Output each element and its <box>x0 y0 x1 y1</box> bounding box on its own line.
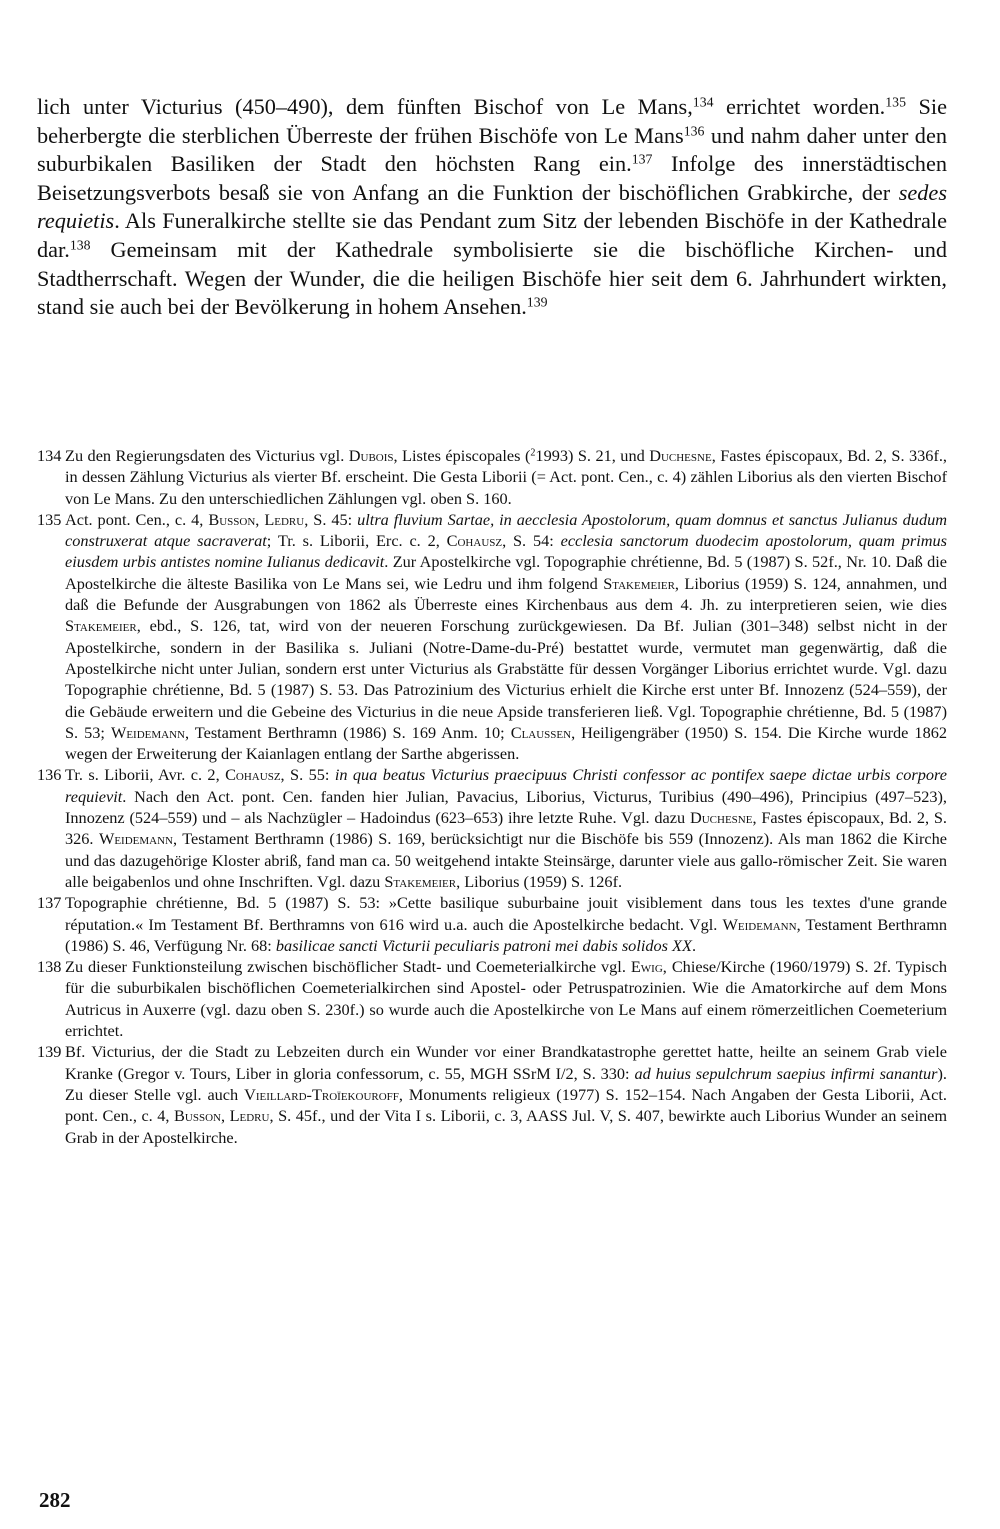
text-run: , Fastes épiscopaux, Bd. 2, S. 326. <box>65 808 947 849</box>
footnote-ref: 138 <box>69 237 91 253</box>
text-run: , Liborius (1959) S. 124, annahmen, und daß die Befunde der Ausgrabungen von 1862 als Überreste eines Kirchenbaus aus dem 4. Jh. zu interpretieren seien, wie dies <box>65 573 947 615</box>
text-run: Act. pont. Cen., c. 4, <box>65 509 209 529</box>
page-number: 282 <box>39 1488 71 1512</box>
footnote-number: 138 <box>37 957 62 977</box>
footnotes-section <box>37 445 947 1148</box>
main-paragraph <box>37 93 947 322</box>
text-run: , S. 45: <box>304 509 358 529</box>
author-name: Busson <box>174 1106 221 1126</box>
text-run: ). Zu dieser Stelle vgl. auch <box>65 1063 947 1104</box>
text-run: und nahm daher unter den suburbikalen Basiliken der Stadt den höchsten Rang ein. <box>37 122 947 177</box>
text-run: . Als Funeralkirche stellte sie das Pendant zum Sitz der lebenden Bischöfe in der Kathedrale dar. <box>37 208 947 262</box>
footnote-number: 134 <box>37 446 62 465</box>
text-run: , ebd., S. 126, tat, wird von der neueren Forschung zurückgewiesen. Da Bf. Julian (301–348) selbst nicht in der Apostelkirche, sondern in der Basilika s. Juliani (Notre-Dame-du-Pré) bestattet wurde, vermutet man gegenwärtig, daß die Apostelkirche nicht unter Julian, sondern erst unter Victurius als Grabstätte für dessen Vorgänger Liborius errichtet wurde. Vgl. dazu Topographie chrétienne, Bd. 5 (1987) S. 53. Das Patrozinium des Victurius erhielt die Kirche erst unter Bf. Innozenz (524–559), der die Gebäude erweitern und die Gebeine des Victurius in die neue Apside transferieren ließ. Vgl. Topographie chrétienne, Bd. 5 (1987) S. 53; <box>65 616 947 742</box>
author-name: Duchesne <box>689 808 753 828</box>
text-run: , <box>255 509 265 529</box>
author-name: Ewig <box>630 957 663 977</box>
text-run: , Listes épiscopales ( <box>393 446 531 465</box>
text-run: , Testament Berthramn (1986) S. 169 Anm. 10; <box>185 722 511 742</box>
author-name: Claussen <box>510 722 572 742</box>
author-name: Stakemeier <box>603 573 675 593</box>
text-run: Topographie chrétienne, Bd. 5 (1987) S. 53: »Cette basilique suburbaine jouit visiblement dans tous les textes d'une grande réputation.« Im Testament Bf. Berthramns von 616 wird u.a. auch die Apostelkirche bedacht. Vgl. <box>65 893 947 934</box>
text-run: , Liborius (1959) S. 126f. <box>456 871 623 891</box>
text-run: Sie beherbergte die sterblichen Überreste der frühen Bischöfe von Le Mans <box>37 94 947 148</box>
footnote-number: 135 <box>37 509 62 529</box>
text-run: Gemeinsam mit der Kathedrale symbolisierte sie die bischöfliche Kirchen- und Stadtherrschaft. Wegen der Wunder, die die heiligen Bischöfe hier seit dem 6. Jahrhundert wirkten, stand sie auch bei der Bevölkerung in hohem Ansehen. <box>37 236 947 320</box>
text-run: . Zur Apostelkirche vgl. Topographie chrétienne, Bd. 5 (1987) S. 52f., Nr. 10. Daß die Apostelkirche die älteste Basilika von Le Mans sei, wie Ledru und ihm folgend <box>65 552 947 593</box>
footnote-ref: 134 <box>692 94 714 110</box>
italic-text: ad huius sepulchrum saepius infirmi sanantur <box>634 1063 938 1083</box>
author-name: Dubois <box>348 446 394 465</box>
text-run: , S. 54: <box>502 531 561 551</box>
footnote-ref: 135 <box>885 94 906 110</box>
text-run: 1993) S. 21, und <box>535 446 650 465</box>
text-run: , S. 45f., und der Vita I s. Liborii, c. 3, AASS Jul. V, S. 407, bewirkte auch Liborius Wunder an seinem Grab in der Apostelkirche. <box>65 1106 947 1147</box>
author-name: Vieillard-Troïekouroff <box>244 1084 399 1104</box>
footnote <box>37 956 947 1041</box>
footnote-ref: 139 <box>526 294 548 310</box>
italic-text: ultra fluvium Sartae, in aecclesia Apostolorum, quam domnus et sanctus Julianus dudum construxerat atque sacraverat <box>65 509 947 551</box>
footnote <box>37 764 947 892</box>
author-name: Cohausz <box>446 531 503 551</box>
text-run: , Monuments religieux (1977) S. 152–154. Nach Angaben der Gesta Liborii, Act. pont. Cen., c. 4, <box>65 1084 947 1126</box>
author-name: Busson <box>208 509 256 529</box>
footnote-number: 137 <box>37 893 62 913</box>
text-run: Tr. s. Liborii, Avr. c. 2, <box>65 765 226 785</box>
text-run: , Chiese/Kirche (1960/1979) S. 2f. Typisch für die suburbikalen bischöflichen Coemeterialkirchen sind Apostel- oder Petruspatrozinien. Wie die Amatorkirche auf dem Mons Autricus in Auxerre (vgl. dazu oben S. 230f.) so wurde auch die Apostelkirche von Le Mans auf einem römerzeitlichen Coemeterium errichtet. <box>65 957 948 1041</box>
text-run: ; Tr. s. Liborii, Erc. c. 2, <box>266 531 447 551</box>
italic-text: sedes requietis <box>37 179 947 234</box>
italic-text: ecclesia sanctorum duodecim apostolorum, quam primus eiusdem urbis antistes nomine Iulianus dedicavit <box>65 531 948 572</box>
author-name: Ledru <box>229 1106 270 1126</box>
author-name: Ledru <box>264 509 305 529</box>
text-run: , Fastes épiscopaux, Bd. 2, S. 336f., in dessen Zählung Victurius als vierter Bf. erscheint. Die Gesta Liborii (= Act. pont. Cen., c. 4) zählen Liborius als den vierten Bischof von Le Mans. Zu den unterschiedlichen Zählungen vgl. oben S. 160. <box>65 446 948 508</box>
footnote <box>37 509 947 765</box>
text-run: , S. 55: <box>280 765 335 785</box>
footnote-number: 136 <box>37 765 62 785</box>
italic-text: basilicae sancti Victurii peculiaris patroni mei dabis solidos XX <box>275 935 692 955</box>
text-run: . <box>691 935 697 955</box>
text-run: Zu den Regierungsdaten des Victurius vgl. <box>65 446 349 465</box>
footnote-ref: 137 <box>631 151 653 167</box>
author-name: Weidemann <box>110 722 185 742</box>
text-run: lich unter Victurius (450–490), dem fünften Bischof von Le Mans, <box>37 94 693 119</box>
author-name: Stakemeier <box>384 871 457 891</box>
author-name: Stakemeier <box>65 616 137 636</box>
text-run: , Testament Berthramn (1986) S. 169, berücksichtigt nur die Bischöfe bis 559 (Innozenz). Als man 1862 die Kirche und das dazugehörige Kloster abriß, fand man ca. 50 weitgehend intakte Steinsärge, darunter viele aus gallo-römischer Zeit. Sie waren alle beigabenlos und ohne Inschriften. Vgl. dazu <box>65 829 948 891</box>
main-text <box>37 93 947 322</box>
text-run: errichtet worden. <box>713 94 886 119</box>
text-run: Zu dieser Funktionsteilung zwischen bischöflicher Stadt- und Coemeterialkirche vgl. <box>65 957 631 977</box>
text-run: Bf. Victurius, der die Stadt zu Lebzeiten durch ein Wunder vor einer Brandkatastrophe gerettet hatte, heilte an seinem Grab viele Kranke (Gregor v. Tours, Liber in gloria confessorum, c. 55, MGH SSrM I/2, S. 330: <box>65 1042 947 1083</box>
text-run: , Testament Berthramn (1986) S. 46, Verfügung Nr. 68: <box>65 914 947 955</box>
text-run: , Heiligengräber (1950) S. 154. Die Kirche wurde 1862 wegen der Erweiterung der Kaianlagen entlang der Sarthe abgerissen. <box>65 722 947 764</box>
italic-text: in qua beatus Victurius praecipuus Christi confessor ac pontifex saepe dictae urbis corpore requievit <box>65 765 947 806</box>
footnote <box>37 1041 947 1147</box>
text-run: . Nach den Act. pont. Cen. fanden hier Julian, Pavacius, Liborius, Victurus, Turibius (490–496), Principius (497–523), Innozenz (524–559) und – als Nachzügler – Hadoindus (623–653) ihre letzte Ruhe. Vgl. dazu <box>65 786 947 828</box>
text-run: , <box>220 1106 230 1126</box>
author-name: Weidemann <box>722 914 797 934</box>
footnote-ref: 136 <box>683 123 705 138</box>
footnote-ref: 2 <box>530 447 536 459</box>
footnote-number: 139 <box>37 1042 62 1062</box>
author-name: Cohausz <box>225 765 281 785</box>
text-run: Infolge des innerstädtischen Beisetzungsverbots besaß sie von Anfang an die Funktion der bischöflichen Grabkirche, der <box>37 151 948 205</box>
footnote <box>37 892 947 956</box>
author-name: Weidemann <box>98 829 173 849</box>
author-name: Duchesne <box>649 446 712 465</box>
footnote <box>37 445 947 509</box>
